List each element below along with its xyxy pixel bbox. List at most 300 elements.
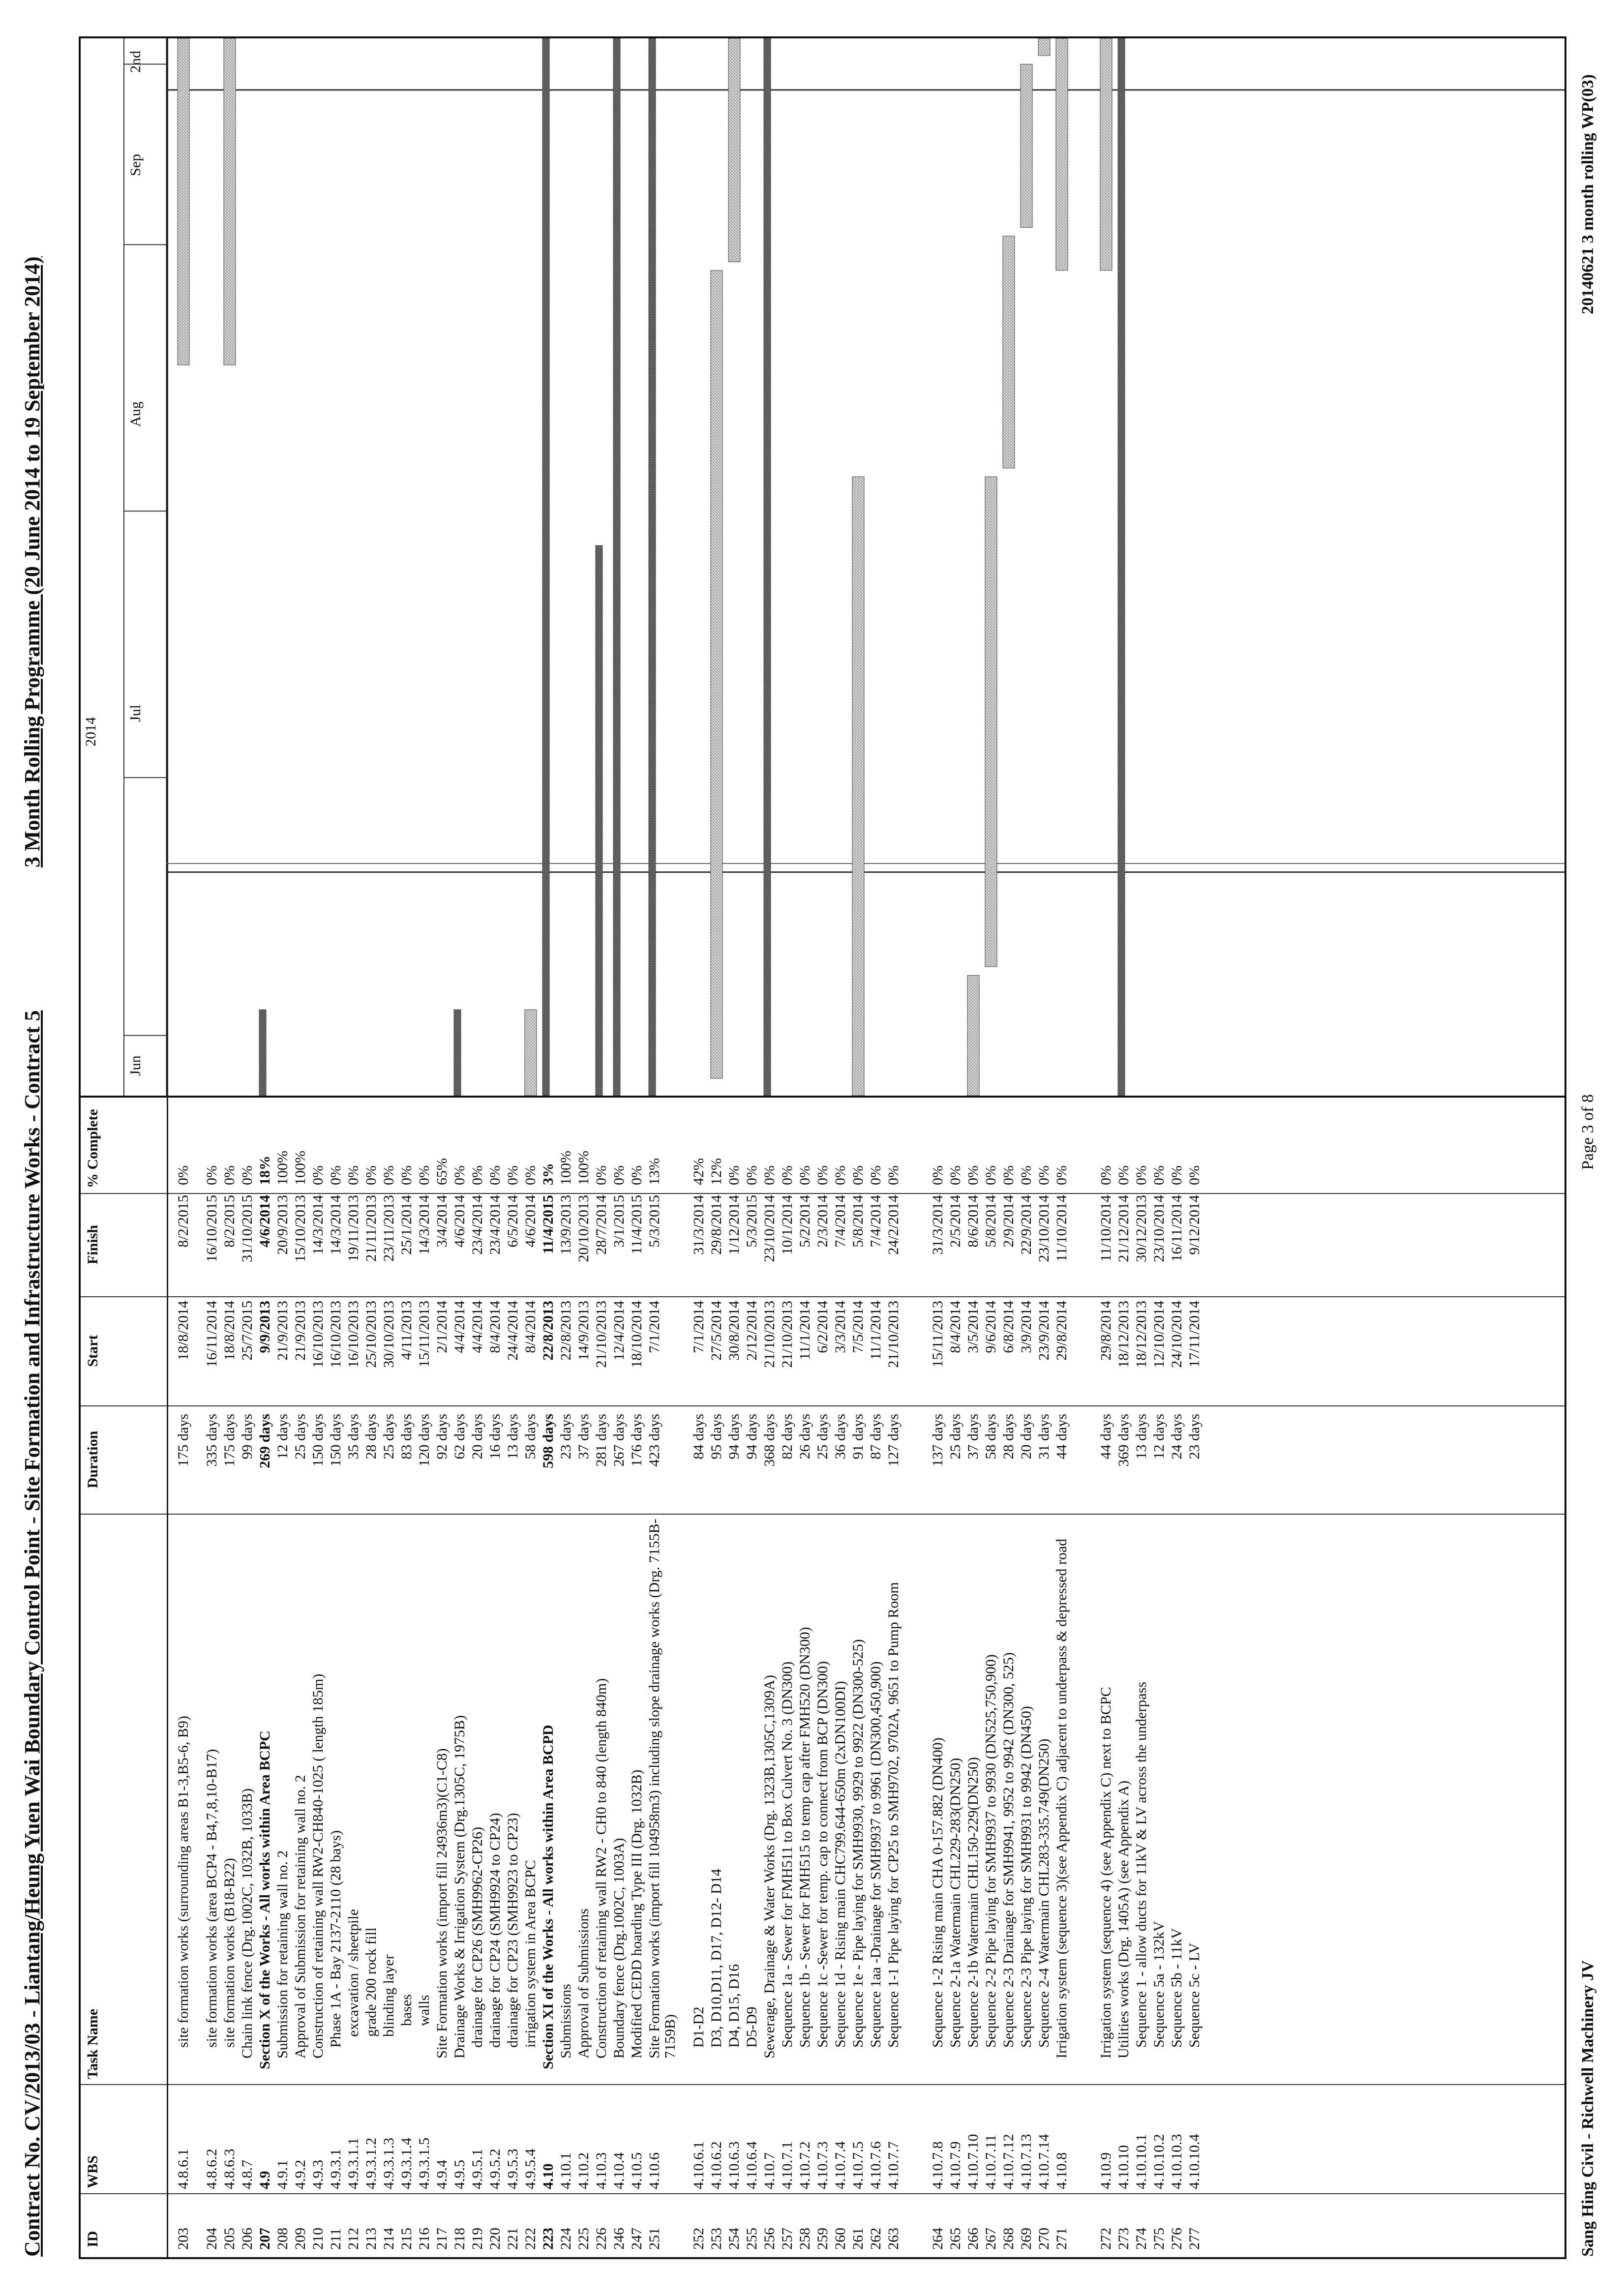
row-duration: 423 days — [646, 1414, 662, 1467]
row-start: 22/8/2013 — [558, 1301, 574, 1361]
row-id: 224 — [558, 2228, 574, 2250]
row-id: 222 — [522, 2228, 539, 2250]
row-start: 21/10/2013 — [593, 1301, 609, 1368]
row-duration: 28 days — [363, 1414, 379, 1460]
row-start: 3/5/2014 — [965, 1301, 981, 1353]
gantt-bar — [764, 38, 771, 1096]
row-id: 210 — [310, 2228, 326, 2250]
row-start: 29/8/2014 — [1098, 1301, 1114, 1361]
row-duration: 269 days — [257, 1414, 273, 1468]
row-start: 15/11/2013 — [930, 1301, 946, 1368]
row-pct-complete: 0% — [797, 1165, 813, 1185]
row-task-name: D4, D15, D16 — [726, 1964, 742, 2048]
row-task-name: site formation works (surrounding areas B1-3,B5-6, B9) — [175, 1716, 191, 2048]
row-task-name: Approval of Submission for retaining wall no. 2 — [292, 1775, 308, 2058]
row-wbs: 4.10.7.9 — [947, 2141, 963, 2189]
row-id: 254 — [726, 2228, 742, 2250]
divider — [81, 1193, 1564, 1194]
row-start: 12/10/2014 — [1151, 1301, 1167, 1368]
row-task-name: Utilities works (Drg. 1405A) (see Appendix A) — [1115, 1780, 1132, 2058]
row-pct-complete: 0% — [1115, 1165, 1132, 1185]
row-task-name: Construction of retaining wall RW2 - CH0 to 840 (length 840m) — [593, 1678, 609, 2058]
row-pct-complete: 0% — [965, 1165, 981, 1185]
row-duration: 26 days — [797, 1414, 813, 1460]
row-finish: 6/5/2014 — [505, 1195, 521, 1248]
row-task-name: Sequence 1e - Pipe laying for SMH9930, 9929 to 9922 (DN300-525) — [850, 1639, 866, 2048]
row-duration: 23 days — [1186, 1414, 1203, 1460]
row-task-name: Phase 1A - Bay 2137-2110 (28 bays) — [328, 1830, 344, 2048]
row-duration: 20 days — [1018, 1414, 1034, 1460]
row-wbs: 4.10.7.10 — [965, 2134, 981, 2189]
row-wbs: 4.10.7.2 — [797, 2141, 813, 2189]
row-id: 267 — [983, 2228, 999, 2250]
gantt-bar — [596, 545, 602, 1096]
row-finish: 3/1/2015 — [611, 1195, 627, 1248]
row-finish: 23/10/2014 — [1036, 1195, 1052, 1262]
row-duration: 31 days — [1036, 1414, 1052, 1460]
row-duration: 99 days — [239, 1414, 255, 1460]
row-id: 270 — [1036, 2228, 1052, 2250]
row-id: 277 — [1186, 2228, 1203, 2250]
row-id: 247 — [629, 2228, 645, 2250]
row-pct-complete: 0% — [868, 1165, 884, 1185]
row-wbs: 4.9.5.1 — [469, 2148, 485, 2189]
gantt-bar — [711, 270, 722, 1078]
row-pct-complete: 0% — [345, 1165, 361, 1185]
col-duration: Duration — [85, 1431, 101, 1489]
row-pct-complete: 0% — [930, 1165, 946, 1185]
row-wbs: 4.8.7 — [239, 2160, 255, 2189]
row-id: 203 — [175, 2228, 191, 2250]
row-wbs: 4.10.4 — [611, 2152, 627, 2189]
row-start: 16/10/2013 — [310, 1301, 326, 1368]
row-id: 257 — [779, 2228, 795, 2250]
row-wbs: 4.8.6.1 — [175, 2148, 191, 2189]
row-duration: 35 days — [345, 1414, 361, 1460]
row-pct-complete: 13% — [646, 1158, 662, 1185]
row-start: 6/2/2014 — [814, 1301, 831, 1353]
row-pct-complete: 0% — [1000, 1165, 1017, 1185]
row-start: 2/1/2014 — [434, 1301, 450, 1353]
row-start: 21/10/2013 — [761, 1301, 778, 1368]
row-duration: 16 days — [487, 1414, 503, 1460]
row-task-name: Irrigation system (sequence 4) (see Appendix C) next to BCPC — [1098, 1687, 1114, 2058]
row-id: 262 — [868, 2228, 884, 2250]
footer-company: Sang Hing Civil - Richwell Machinery JV — [1579, 1960, 1597, 2257]
row-id: 217 — [434, 2228, 450, 2250]
row-wbs: 4.10.7 — [761, 2152, 778, 2189]
row-duration: 176 days — [629, 1414, 645, 1467]
row-pct-complete: 12% — [708, 1158, 724, 1185]
row-finish: 3/4/2014 — [434, 1195, 450, 1248]
row-task-name: Chain link fence (Drg.1002C, 1032B, 1033B) — [239, 1788, 255, 2058]
row-id: 269 — [1018, 2228, 1034, 2250]
divider — [81, 1096, 1564, 1098]
row-wbs: 4.10.6.3 — [726, 2141, 742, 2189]
row-pct-complete: 0% — [1151, 1165, 1167, 1185]
row-wbs: 4.9.3.1.2 — [363, 2138, 379, 2189]
row-duration: 137 days — [930, 1414, 946, 1467]
row-id: 252 — [691, 2228, 707, 2250]
row-finish: 9/12/2014 — [1186, 1195, 1203, 1255]
row-id: 259 — [814, 2228, 831, 2250]
row-start: 4/11/2013 — [398, 1301, 415, 1360]
row-duration: 36 days — [832, 1414, 848, 1460]
gantt-bar — [224, 38, 236, 365]
row-finish: 15/10/2013 — [292, 1195, 308, 1262]
row-finish: 8/2/2015 — [175, 1195, 191, 1248]
row-id: 274 — [1133, 2228, 1149, 2250]
row-duration: 127 days — [885, 1414, 902, 1467]
month-label: Sep — [127, 154, 144, 176]
row-pct-complete: 0% — [744, 1165, 760, 1185]
row-start: 16/11/2014 — [204, 1301, 220, 1368]
row-wbs: 4.10.2 — [575, 2152, 592, 2189]
row-pct-complete: 0% — [239, 1165, 255, 1185]
row-finish: 16/10/2015 — [204, 1195, 220, 1262]
row-task-name: Sequence 2-2 Pipe laying for SMH9937 to 9930 (DN525,750,900) — [983, 1654, 999, 2048]
col-pct-complete: % Complete — [85, 1109, 101, 1188]
gantt-bar — [1003, 236, 1015, 468]
row-id: 255 — [744, 2228, 760, 2250]
year-label: 2014 — [83, 717, 99, 746]
row-pct-complete: 0% — [175, 1165, 191, 1185]
gantt-bar — [967, 975, 979, 1096]
row-task-name: drainage for CP24 (SMH9924 to CP24) — [487, 1813, 503, 2048]
row-start: 27/5/2014 — [708, 1301, 724, 1361]
row-finish: 21/11/2013 — [363, 1195, 379, 1262]
row-id: 214 — [381, 2228, 397, 2250]
row-pct-complete: 0% — [593, 1165, 609, 1185]
row-task-name: Sequence 5a - 132kV — [1151, 1921, 1167, 2048]
row-duration: 24 days — [1169, 1414, 1185, 1460]
row-wbs: 4.10.7.14 — [1036, 2134, 1052, 2189]
col-finish: Finish — [85, 1224, 101, 1265]
row-start: 18/12/2013 — [1115, 1301, 1132, 1368]
row-pct-complete: 65% — [434, 1158, 450, 1185]
row-id: 219 — [469, 2228, 485, 2250]
row-finish: 5/8/2014 — [983, 1195, 999, 1248]
row-duration: 335 days — [204, 1414, 220, 1467]
divider — [81, 1296, 1564, 1297]
row-task-name: drainage for CP26 (SMH9962-CP26) — [469, 1826, 485, 2048]
row-task-name: Sewerage, Drainage & Water Works (Drg. 1323B,1305C,1309A) — [761, 1674, 778, 2058]
row-pct-complete: 0% — [416, 1165, 432, 1185]
row-id: 264 — [930, 2228, 946, 2250]
row-start: 7/1/2014 — [691, 1301, 707, 1353]
row-id: 223 — [540, 2228, 556, 2250]
row-wbs: 4.10.10 — [1115, 2145, 1132, 2189]
row-duration: 20 days — [469, 1414, 485, 1460]
row-duration: 120 days — [416, 1414, 432, 1467]
row-wbs: 4.10.7.4 — [832, 2141, 848, 2189]
row-start: 16/10/2013 — [328, 1301, 344, 1368]
row-id: 271 — [1053, 2228, 1070, 2250]
col-start: Start — [85, 1335, 101, 1367]
row-pct-complete: 0% — [1098, 1165, 1114, 1185]
row-wbs: 4.9 — [257, 2171, 273, 2189]
row-wbs: 4.10.1 — [558, 2152, 574, 2189]
row-finish: 8/2/2015 — [221, 1195, 238, 1248]
row-task-name: D5-D9 — [744, 2006, 760, 2048]
row-pct-complete: 0% — [469, 1165, 485, 1185]
row-task-name: bases — [398, 1994, 415, 2026]
row-wbs: 4.10.6.1 — [691, 2141, 707, 2189]
row-pct-complete: 0% — [328, 1165, 344, 1185]
row-duration: 94 days — [726, 1414, 742, 1460]
row-duration: 25 days — [947, 1414, 963, 1460]
row-task-name: Sequence 2-1a Watermain CHL229-283(DN250) — [947, 1758, 963, 2048]
row-task-name: Sequence 2-3 Drainage for SMH9941, 9952 to 9942 (DN300, 525) — [1000, 1652, 1017, 2048]
row-finish: 8/6/2014 — [965, 1195, 981, 1248]
footer-file: 20140621 3 month rolling WP(03) — [1579, 74, 1597, 314]
row-wbs: 4.9.3.1.5 — [416, 2138, 432, 2189]
row-pct-complete: 0% — [487, 1165, 503, 1185]
row-wbs: 4.9.5.4 — [522, 2148, 539, 2189]
col-task-name: Task Name — [85, 2008, 101, 2079]
schedule-table — [79, 36, 1566, 2259]
row-duration: 150 days — [328, 1414, 344, 1467]
row-pct-complete: 100% — [274, 1151, 291, 1185]
row-pct-complete: 0% — [832, 1165, 848, 1185]
row-duration: 13 days — [1133, 1414, 1149, 1460]
gantt-bar — [852, 477, 864, 1096]
row-wbs: 4.10.7.13 — [1018, 2134, 1034, 2189]
row-id: 275 — [1151, 2228, 1167, 2250]
row-wbs: 4.10.6 — [646, 2152, 662, 2189]
row-finish: 29/8/2014 — [708, 1195, 724, 1255]
divider — [81, 2084, 1564, 2085]
row-wbs: 4.10.7.12 — [1000, 2134, 1017, 2189]
row-pct-complete: 0% — [310, 1165, 326, 1185]
row-finish: 31/3/2014 — [691, 1195, 707, 1255]
row-duration: 37 days — [575, 1414, 592, 1460]
row-start: 9/9/2013 — [257, 1301, 273, 1353]
row-start: 12/4/2014 — [611, 1301, 627, 1361]
row-duration: 87 days — [868, 1414, 884, 1460]
row-task-name: Submission for retaining wall no. 2 — [274, 1850, 291, 2058]
row-finish: 5/3/2015 — [646, 1195, 662, 1248]
row-id: 221 — [505, 2228, 521, 2250]
row-finish: 1/12/2014 — [726, 1195, 742, 1255]
row-duration: 150 days — [310, 1414, 326, 1467]
row-duration: 281 days — [593, 1414, 609, 1467]
row-finish: 30/12/2013 — [1133, 1195, 1149, 1262]
row-finish: 23/11/2013 — [381, 1195, 397, 1262]
row-wbs: 4.9.3.1.3 — [381, 2138, 397, 2189]
month-label: Jul — [127, 704, 144, 722]
row-wbs: 4.9.1 — [274, 2160, 291, 2189]
row-finish: 14/3/2014 — [416, 1195, 432, 1255]
row-task-name: Section XI of the Works - All works within Area BCPD — [540, 1725, 556, 2069]
row-finish: 11/4/2015 — [629, 1195, 645, 1254]
row-start: 7/5/2014 — [850, 1301, 866, 1353]
row-id: 212 — [345, 2228, 361, 2250]
row-pct-complete: 0% — [814, 1165, 831, 1185]
row-start: 2/12/2014 — [744, 1301, 760, 1361]
row-duration: 175 days — [175, 1414, 191, 1467]
row-finish: 2/3/2014 — [814, 1195, 831, 1248]
gantt-bar — [1021, 64, 1032, 227]
row-wbs: 4.9.3 — [310, 2160, 326, 2189]
row-start: 16/10/2013 — [345, 1301, 361, 1368]
row-duration: 91 days — [850, 1414, 866, 1460]
gantt-bar — [178, 38, 189, 365]
row-start: 4/4/2014 — [469, 1301, 485, 1353]
row-id: 226 — [593, 2228, 609, 2250]
contract-title: Contract No. CV/2013/03 - Liantang/Heung Yuen Wai Boundary Control Point - Site Formation and Infrastructure Works - Contract 5 — [20, 1010, 44, 2257]
gantt-bar — [525, 1010, 537, 1096]
row-pct-complete: 42% — [691, 1158, 707, 1185]
row-task-name: Modified CEDD hoarding Type III (Drg. 1032B) — [629, 1769, 645, 2058]
row-task-name: Site Formation works (import fill 104958m3) including slope drainage works (Drg. 7155B-7159B) — [646, 1519, 678, 2058]
row-wbs: 4.9.3.1.1 — [345, 2138, 361, 2189]
row-finish: 31/10/2015 — [239, 1195, 255, 1262]
row-finish: 23/4/2014 — [487, 1195, 503, 1255]
gantt-bar — [259, 1010, 266, 1096]
row-finish: 4/6/2014 — [522, 1195, 539, 1248]
row-duration: 84 days — [691, 1414, 707, 1460]
row-duration: 95 days — [708, 1414, 724, 1460]
row-duration: 175 days — [221, 1414, 238, 1467]
row-pct-complete: 0% — [779, 1165, 795, 1185]
gantt-chart — [81, 38, 1564, 1096]
row-wbs: 4.9.5.3 — [505, 2148, 521, 2189]
row-id: 206 — [239, 2228, 255, 2250]
row-finish: 10/1/2014 — [779, 1195, 795, 1255]
row-id: 211 — [328, 2228, 344, 2250]
row-pct-complete: 0% — [1186, 1165, 1203, 1185]
row-pct-complete: 0% — [451, 1165, 468, 1185]
row-finish: 21/12/2014 — [1115, 1195, 1132, 1262]
row-id: 265 — [947, 2228, 963, 2250]
row-pct-complete: 0% — [629, 1165, 645, 1185]
row-finish: 7/4/2014 — [832, 1195, 848, 1248]
row-pct-complete: 100% — [575, 1151, 592, 1185]
row-pct-complete: 0% — [381, 1165, 397, 1185]
row-start: 18/8/2014 — [221, 1301, 238, 1361]
row-duration: 12 days — [1151, 1414, 1167, 1460]
row-wbs: 4.10.6.4 — [744, 2141, 760, 2189]
row-duration: 25 days — [814, 1414, 831, 1460]
row-start: 8/4/2014 — [487, 1301, 503, 1353]
row-pct-complete: 0% — [983, 1165, 999, 1185]
row-task-name: site formation works (area BCP4 - B4,7,8,10-B17) — [204, 1749, 220, 2048]
row-pct-complete: 0% — [1053, 1165, 1070, 1185]
row-id: 207 — [257, 2228, 273, 2250]
row-start: 21/10/2013 — [885, 1301, 902, 1368]
row-finish: 23/10/2014 — [761, 1195, 778, 1262]
row-finish: 22/9/2014 — [1018, 1195, 1034, 1255]
row-task-name: irrigation system in Area BCPC — [522, 1860, 539, 2048]
row-id: 246 — [611, 2228, 627, 2250]
row-task-name: Sequence 2-1b Watermain CHL150-229(DN250) — [965, 1757, 981, 2048]
row-pct-complete: 0% — [1036, 1165, 1052, 1185]
row-task-name: Sequence 2-4 Watermain CHL283-335.749(DN250) — [1036, 1738, 1052, 2048]
row-start: 25/7/2015 — [239, 1301, 255, 1361]
row-finish: 28/7/2014 — [593, 1195, 609, 1255]
gantt-bar — [985, 477, 997, 966]
col-id: ID — [85, 2231, 101, 2247]
row-start: 11/1/2014 — [868, 1301, 884, 1360]
row-task-name: Sequence 1b - Sewer for FMH515 to temp cap after FMH520 (DN300) — [797, 1627, 813, 2048]
row-wbs: 4.9.4 — [434, 2160, 450, 2189]
row-duration: 94 days — [744, 1414, 760, 1460]
row-pct-complete: 0% — [1133, 1165, 1149, 1185]
gantt-bar — [613, 38, 620, 1096]
row-duration: 44 days — [1098, 1414, 1114, 1460]
row-task-name: Sequence 1-2 Rising main CHA 0-157.882 (DN400) — [930, 1737, 946, 2048]
row-finish: 24/2/2014 — [885, 1195, 902, 1255]
row-task-name: Sequence 2-3 Pipe laying for SMH9931 to 9942 (DN450) — [1018, 1706, 1034, 2048]
row-task-name: Sequence 5b - 11kV — [1169, 1928, 1185, 2048]
month-label: Jun — [127, 1055, 144, 1076]
row-start: 24/4/2014 — [505, 1301, 521, 1361]
row-pct-complete: 0% — [726, 1165, 742, 1185]
row-wbs: 4.10.10.4 — [1186, 2134, 1203, 2189]
row-finish: 2/9/2014 — [1000, 1195, 1017, 1248]
row-wbs: 4.10.10.2 — [1151, 2134, 1167, 2189]
row-start: 29/8/2014 — [1053, 1301, 1070, 1361]
row-start: 23/9/2014 — [1036, 1301, 1052, 1361]
row-start: 21/9/2013 — [274, 1301, 291, 1361]
row-wbs: 4.10.7.3 — [814, 2141, 831, 2189]
row-id: 220 — [487, 2228, 503, 2250]
row-wbs: 4.10.7.11 — [983, 2134, 999, 2189]
row-start: 30/8/2014 — [726, 1301, 742, 1361]
row-wbs: 4.10.7.5 — [850, 2141, 866, 2189]
row-finish: 19/11/2013 — [345, 1195, 361, 1262]
row-task-name: excavation / sheetpile — [345, 1909, 361, 2037]
row-pct-complete: 0% — [398, 1165, 415, 1185]
row-start: 9/6/2014 — [983, 1301, 999, 1353]
row-wbs: 4.10 — [540, 2163, 556, 2189]
row-finish: 7/4/2014 — [868, 1195, 884, 1248]
row-pct-complete: 0% — [505, 1165, 521, 1185]
row-duration: 83 days — [398, 1414, 415, 1460]
row-pct-complete: 0% — [1169, 1165, 1185, 1185]
row-id: 276 — [1169, 2228, 1185, 2250]
row-finish: 20/10/2013 — [575, 1195, 592, 1262]
gantt-bar — [728, 38, 740, 262]
row-id: 225 — [575, 2228, 592, 2250]
row-start: 11/1/2014 — [797, 1301, 813, 1360]
row-duration: 92 days — [434, 1414, 450, 1460]
row-start: 8/4/2014 — [522, 1301, 539, 1353]
row-task-name: Drainage Works & Irrigation System (Drg.1305C, 1975B) — [451, 1715, 468, 2058]
row-wbs: 4.9.5 — [451, 2160, 468, 2189]
gantt-bar — [1100, 38, 1112, 270]
row-wbs: 4.10.10.1 — [1133, 2134, 1149, 2189]
row-start: 30/10/2013 — [381, 1301, 397, 1368]
row-finish: 5/3/2015 — [744, 1195, 760, 1248]
gantt-bar — [454, 1010, 461, 1096]
row-start: 7/1/2014 — [646, 1301, 662, 1353]
row-id: 215 — [398, 2228, 415, 2250]
row-finish: 11/10/2014 — [1053, 1195, 1070, 1262]
col-wbs: WBS — [85, 2155, 101, 2188]
row-wbs: 4.10.7.7 — [885, 2141, 902, 2189]
row-pct-complete: 3% — [540, 1163, 556, 1185]
row-id: 266 — [965, 2228, 981, 2250]
row-finish: 23/4/2014 — [469, 1195, 485, 1255]
gantt-bar — [1118, 38, 1125, 1096]
row-finish: 5/8/2014 — [850, 1195, 866, 1248]
row-wbs: 4.9.5.2 — [487, 2148, 503, 2189]
row-duration: 598 days — [540, 1414, 556, 1468]
row-id: 209 — [292, 2228, 308, 2250]
row-duration: 37 days — [965, 1414, 981, 1460]
